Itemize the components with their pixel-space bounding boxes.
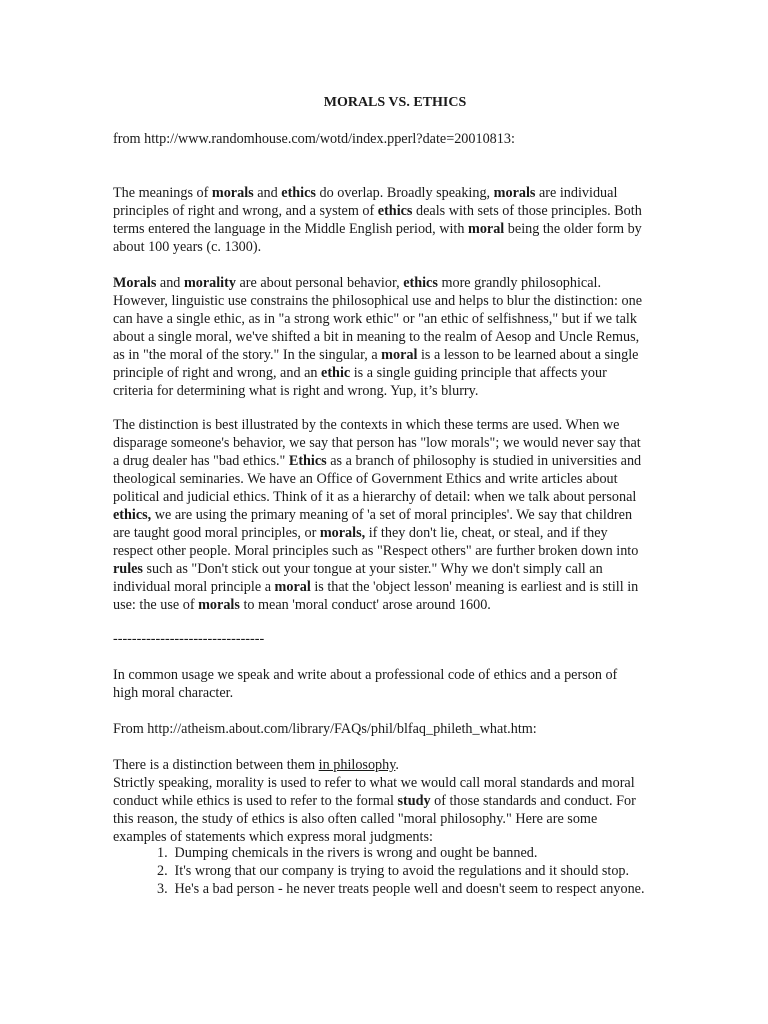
text-line: individual moral principle a moral is that the 'object lesson' meaning is earliest and is still in: [113, 579, 639, 595]
paragraph-philosophy: [113, 756, 673, 846]
text-line: Morals and morality are about personal behavior, ethics more grandly philosophical.: [113, 275, 602, 291]
text-line: The meanings of morals and ethics do overlap. Broadly speaking, morals are individual: [113, 185, 618, 201]
text-line: this reason, the study of ethics is also often called "moral philosophy." Here are some: [113, 811, 598, 827]
examples-list: [113, 844, 713, 898]
text-line: as in "the moral of the story." In the singular, a moral is a lesson to be learned about a single: [113, 347, 639, 363]
list-item: [113, 862, 713, 880]
separator-line: [113, 630, 673, 648]
text-line: Strictly speaking, morality is used to refer to what we would call moral standards and moral: [113, 775, 635, 791]
document-title: MORALS VS. ETHICS: [323, 95, 467, 110]
list-item: [113, 880, 713, 898]
text-line: disparage someone's behavior, we say that person has "low morals"; we would never say that: [113, 435, 641, 451]
source-text: from http://www.randomhouse.com/wotd/index.pperl?date=20010813:: [113, 131, 515, 147]
text-line: criteria for determining what is right and wrong. Yup, it’s blurry.: [113, 383, 479, 399]
text-line: can have a single ethic, as in "a strong work ethic" or "an ethic of selfishness," but if we talk: [113, 311, 637, 327]
text-line: The distinction is best illustrated by the contexts in which these terms are used. When we: [113, 417, 620, 433]
text-line: principles of right and wrong, and a system of ethics deals with sets of those principles. Both: [113, 203, 642, 219]
source-line-randomhouse: [113, 130, 673, 148]
list-item: [113, 844, 713, 862]
text-line: about 100 years (c. 1300).: [113, 239, 262, 255]
text-line: are taught good moral principles, or morals, if they don't lie, cheat, or steal, and if they: [113, 525, 608, 541]
list-number: 2.: [157, 863, 168, 879]
paragraph-morals-morality: [113, 274, 673, 400]
text-line: high moral character.: [113, 685, 234, 701]
text-line: ethics, we are using the primary meaning of 'a set of moral principles'. We say that children: [113, 507, 633, 523]
text-line: respect other people. Moral principles such as "Respect others" are further broken down into: [113, 543, 639, 559]
list-item-text: Dumping chemicals in the rivers is wrong and ought be banned.: [174, 845, 538, 861]
underlined-phrase: in philosophy: [318, 757, 396, 773]
dashed-separator: --------------------------------: [113, 631, 265, 647]
text-line: examples of statements which express moral judgments:: [113, 829, 433, 845]
list-number: 1.: [157, 845, 168, 861]
text-line: However, linguistic use constrains the philosophical use and helps to blur the distinction: one: [113, 293, 643, 309]
text-line: about a single moral, we've shifted a bit in meaning to the realm of Aesop and Uncle Remus,: [113, 329, 640, 345]
text-line: There is a distinction between them in philosophy.: [113, 757, 399, 773]
text-line: use: the use of morals to mean 'moral conduct' arose around 1600.: [113, 597, 491, 613]
list-item-text: He's a bad person - he never treats people well and doesn't seem to respect anyone.: [174, 881, 645, 897]
text-line: conduct while ethics is used to refer to the formal study of those standards and conduct. For: [113, 793, 636, 809]
paragraph-common-usage: [113, 666, 673, 702]
list-number: 3.: [157, 881, 168, 897]
text-line: political and judicial ethics. Think of it as a hierarchy of detail: when we talk about personal: [113, 489, 637, 505]
paragraph-meanings: [113, 184, 673, 256]
text-line: theological seminaries. We have an Office of Government Ethics and write articles about: [113, 471, 618, 487]
paragraph-distinction: [113, 416, 673, 614]
source-line-atheism: [113, 720, 673, 738]
text-line: rules such as "Don't stick out your tongue at your sister." Why we don't simply call an: [113, 561, 603, 577]
text-line: a drug dealer has "bad ethics." Ethics as a branch of philosophy is studied in universities and: [113, 453, 642, 469]
list-item-text: It's wrong that our company is trying to avoid the regulations and it should stop.: [174, 863, 630, 879]
text-line: terms entered the language in the Middle English period, with moral being the older form by: [113, 221, 642, 237]
text-line: principle of right and wrong, and an ethic is a single guiding principle that affects your: [113, 365, 607, 381]
text-line: In common usage we speak and write about a professional code of ethics and a person of: [113, 667, 618, 683]
source-text: From http://atheism.about.com/library/FAQs/phil/blfaq_phileth_what.htm:: [113, 721, 537, 737]
